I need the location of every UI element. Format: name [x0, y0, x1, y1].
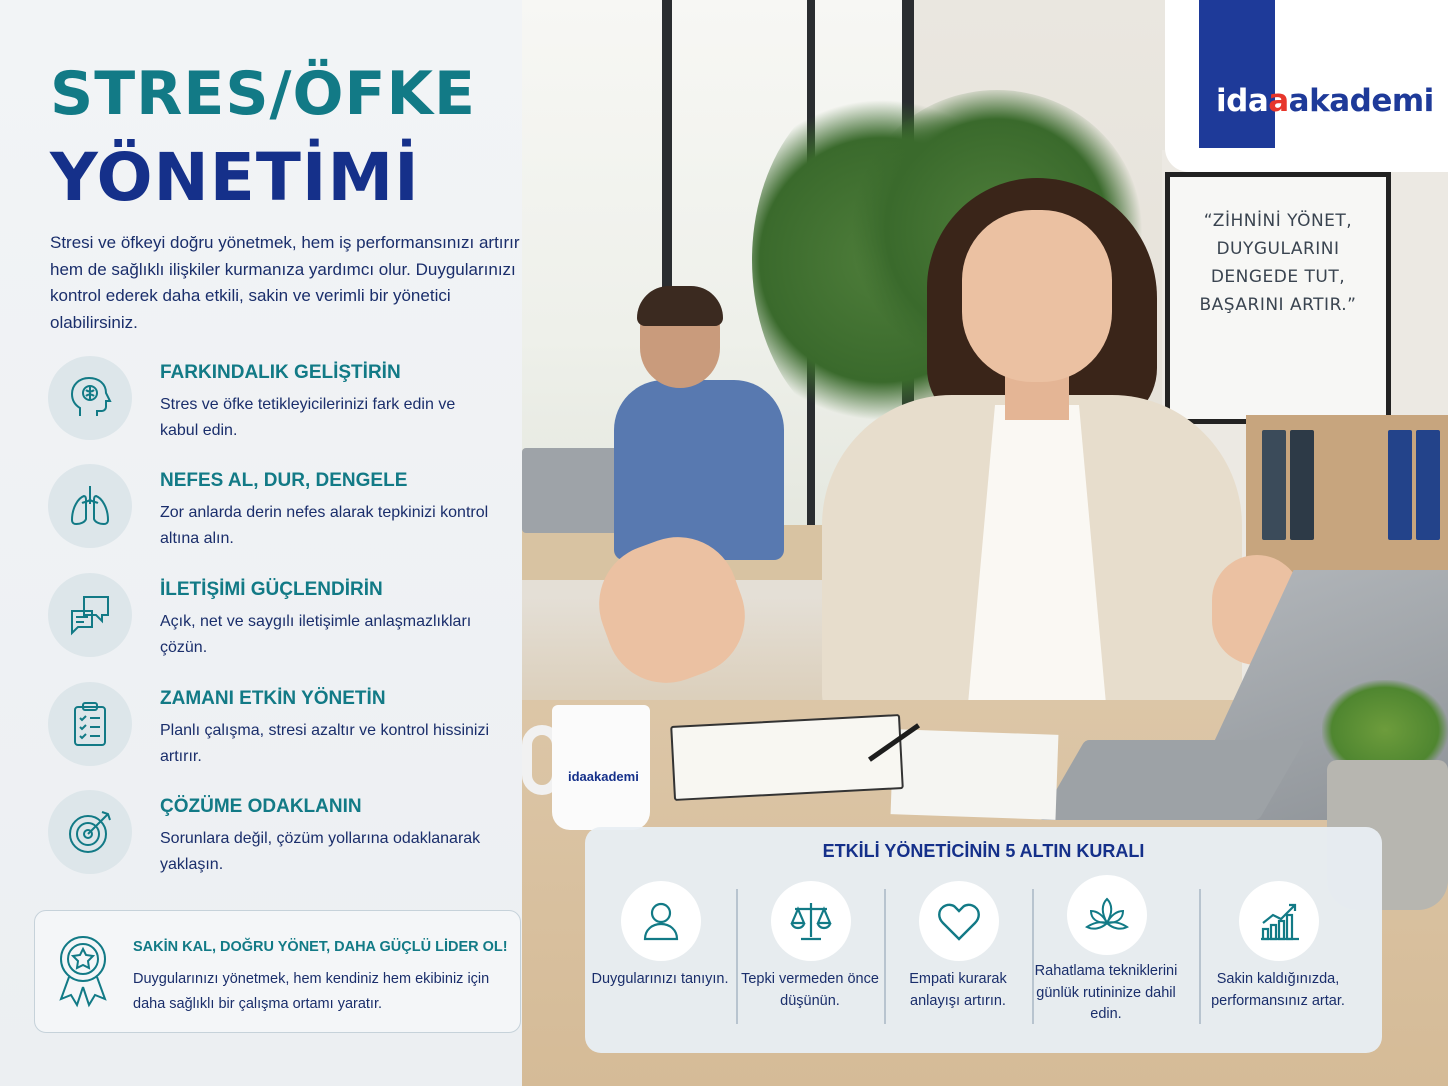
- rule-item: [1031, 881, 1181, 1046]
- balance-scale-icon: [771, 881, 851, 961]
- rule-text: Empati kurarak anlayışı artırın.: [909, 971, 1007, 1009]
- coffee-mug: [552, 705, 650, 830]
- poster-quote: “ZİHNİNİ YÖNET, DUYGULARINI DENGEDE TUT, BAŞARINI ARTIR.”: [1199, 211, 1357, 315]
- feature-desc: Planlı çalışma, stresi azaltır ve kontrol hissinizi artırır.: [160, 722, 489, 765]
- binder: [1262, 430, 1286, 540]
- rule-item: [735, 881, 885, 1046]
- rules-title: ETKİLİ YÖNETİCİNİN 5 ALTIN KURALI: [822, 841, 1145, 861]
- intro-text: Stresi ve öfkeyi doğru yönetmek, hem iş performansınızı artırır hem de sağlıklı ilişkiler kurmanıza yardımcı olur. Duygularınızı kontrol ederek daha etkili, sakin ve verimli bir yönetici olabilirsiniz.: [50, 233, 520, 332]
- feature-title: İLETİŞİMİ GÜÇLENDİRİN: [160, 579, 383, 600]
- head-brain-icon: [48, 356, 132, 440]
- rule-item: [585, 881, 735, 1046]
- award-ribbon-icon: [53, 933, 113, 1013]
- golden-rules-panel: [585, 827, 1382, 1053]
- rule-divider: [1199, 889, 1201, 1024]
- background-man: [614, 380, 784, 560]
- heart-icon: [919, 881, 999, 961]
- motivational-poster: [1165, 172, 1391, 424]
- feature-title: FARKINDALIK GELİŞTİRİN: [160, 362, 401, 383]
- feature-desc: Stres ve öfke tetikleyicilerinizi fark edin ve kabul edin.: [160, 396, 456, 439]
- callout-title: SAKİN KAL, DOĞRU YÖNET, DAHA GÜÇLÜ LİDER OL!: [133, 939, 508, 955]
- page-title-line1: STRES/ÖFKE: [50, 59, 476, 129]
- rule-text: Tepki vermeden önce düşünün.: [741, 971, 879, 1009]
- feature-title: NEFES AL, DUR, DENGELE: [160, 470, 408, 491]
- rule-text: Sakin kaldığınızda, performansınız artar.: [1211, 971, 1345, 1009]
- mug-logo: idaakademi: [568, 769, 639, 784]
- feature-desc: Açık, net ve saygılı iletişimle anlaşmazlıkları çözün.: [160, 613, 472, 656]
- chat-bubbles-icon: [48, 573, 132, 657]
- feature-title: ÇÖZÜME ODAKLANIN: [160, 796, 362, 817]
- page-title-line2: YÖNETİMİ: [50, 139, 420, 216]
- laptop-keyboard: [1039, 740, 1305, 820]
- growth-chart-icon: [1239, 881, 1319, 961]
- binder: [1290, 430, 1314, 540]
- rule-item: [883, 881, 1033, 1046]
- callout-desc: Duygularınızı yönetmek, hem kendiniz hem ekibiniz için daha sağlıklı bir çalışma ortamı yaratır.: [133, 971, 490, 1012]
- feature-breathe: [48, 464, 508, 554]
- feature-desc: Sorunlara değil, çözüm yollarına odaklanarak yaklaşın.: [160, 830, 481, 873]
- feature-solution: [48, 790, 508, 880]
- brand-logo: idaaakademi: [1216, 83, 1434, 119]
- target-arrow-icon: [48, 790, 132, 874]
- woman-face: [962, 210, 1112, 382]
- feature-desc: Zor anlarda derin nefes alarak tepkinizi kontrol altına alın.: [160, 504, 489, 547]
- feature-awareness: [48, 356, 508, 446]
- logo-bar: [1199, 0, 1275, 148]
- binder: [1416, 430, 1440, 540]
- lotus-icon: [1067, 875, 1147, 955]
- binder: [1388, 430, 1412, 540]
- rule-text: Duygularınızı tanıyın.: [591, 971, 729, 987]
- left-panel: [0, 0, 522, 1086]
- person-icon: [621, 881, 701, 961]
- background-man-hair: [637, 286, 723, 326]
- callout-box: [34, 910, 521, 1033]
- chart-paper: [891, 729, 1059, 820]
- clipboard-checklist-icon: [48, 682, 132, 766]
- feature-time: [48, 682, 508, 772]
- lungs-icon: [48, 464, 132, 548]
- rule-text: Rahatlama tekniklerini günlük rutininize dahil edin.: [1034, 963, 1178, 1022]
- feature-title: ZAMANI ETKİN YÖNETİN: [160, 688, 386, 709]
- rule-item: [1209, 881, 1359, 1046]
- feature-communication: [48, 573, 508, 663]
